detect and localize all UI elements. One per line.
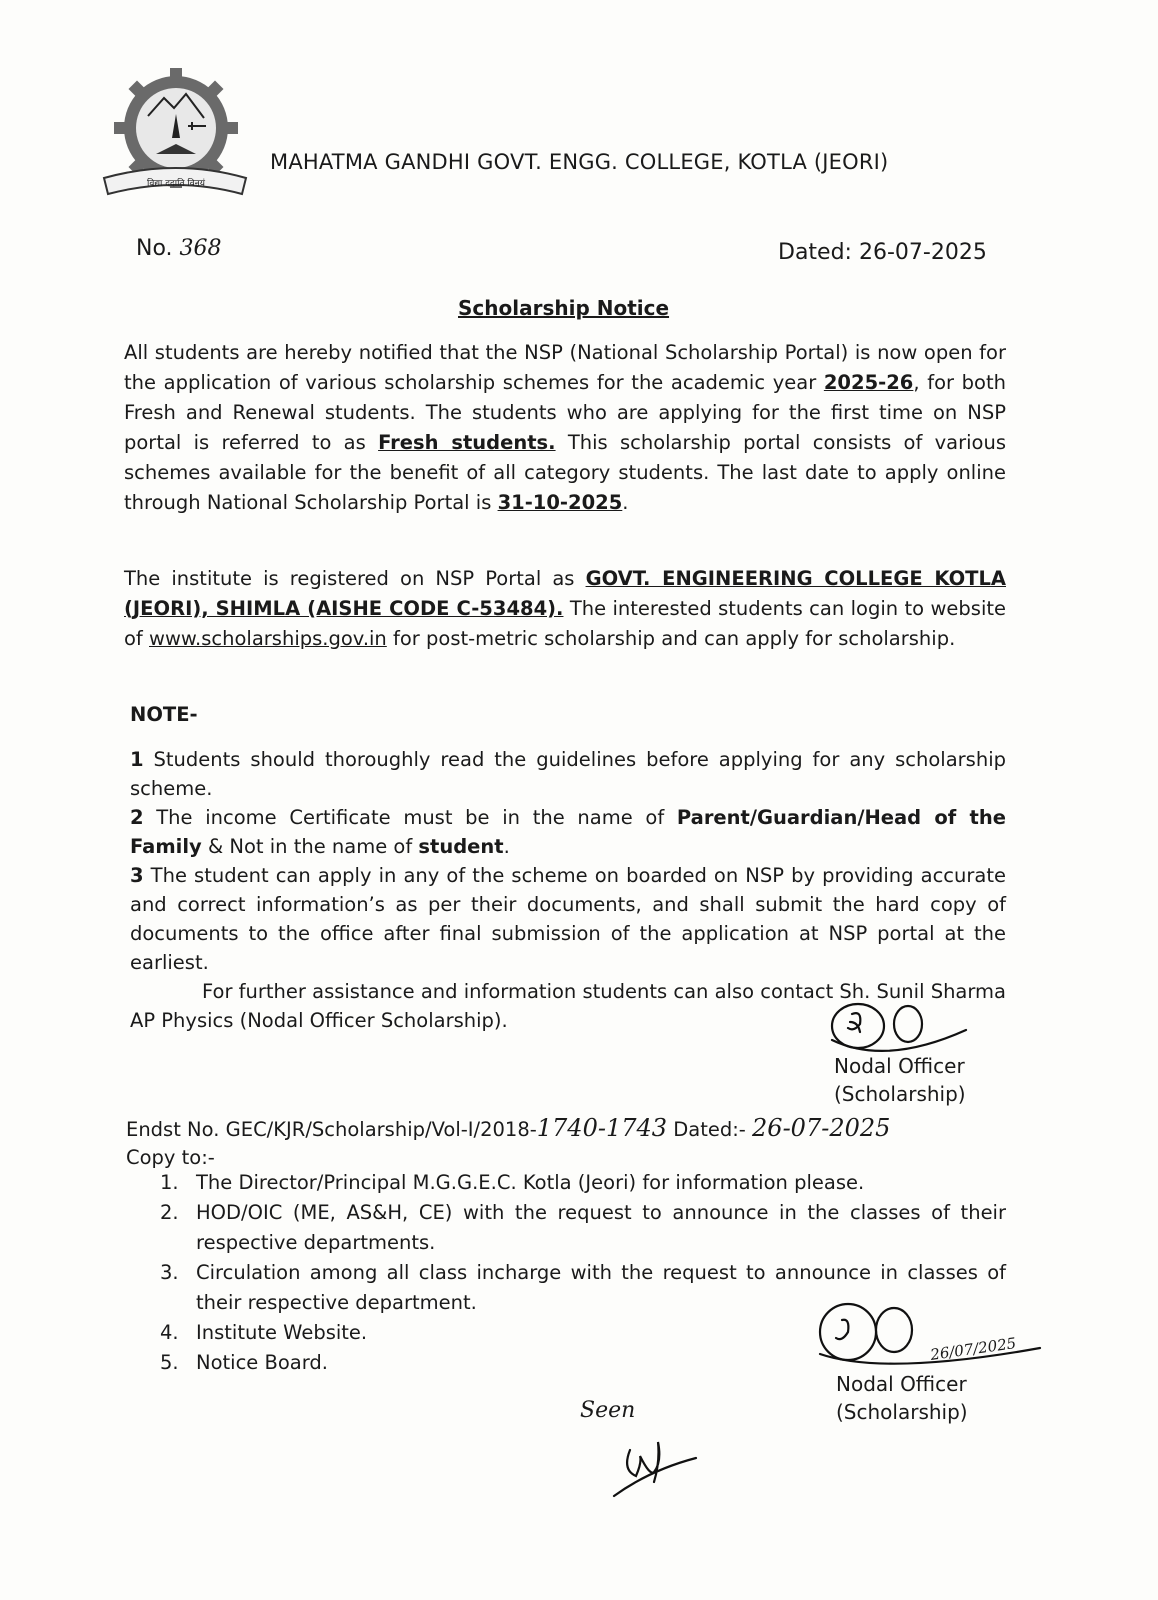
- notice-date-value: 26-07-2025: [858, 240, 987, 265]
- item-number: 2.: [160, 1201, 179, 1224]
- signature-icon: [826, 1000, 976, 1060]
- note-heading: NOTE-: [130, 703, 198, 726]
- paragraph-nsp-open: [124, 338, 1006, 518]
- seen-annotation: Seen: [580, 1398, 636, 1423]
- para1-text: , for both Fresh and Renewal students. The students who are applying for the first time on NSP portal is referred to as: [124, 371, 1006, 454]
- note-text: .: [503, 835, 510, 858]
- para1-text: .: [622, 491, 629, 514]
- signatory-title: Nodal Officer: [836, 1372, 967, 1396]
- svg-text:विद्या ददाति विनयं: विद्या ददाति विनयं: [147, 179, 205, 189]
- endorsement-dated-value: 26-07-2025: [752, 1114, 891, 1142]
- note-text: Students should thoroughly read the guidelines before applying for any scholarship scheme.: [130, 748, 1006, 800]
- fresh-students: Fresh students.: [378, 431, 556, 454]
- signatory-title: Nodal Officer: [834, 1054, 965, 1078]
- scholarship-portal-link[interactable]: www.scholarships.gov.in: [149, 627, 387, 650]
- note-text: & Not in the name of: [201, 835, 419, 858]
- college-emblem-icon: [96, 66, 256, 206]
- notice-title: Scholarship Notice: [458, 296, 670, 320]
- contact-info: For further assistance and information students can also contact Sh. Sunil Sharma AP Physics (Nodal Officer Scholarship).: [130, 980, 1006, 1032]
- note-number: 1: [130, 748, 144, 771]
- note-item: [130, 745, 1006, 803]
- note-number: 3: [130, 864, 144, 887]
- para2-text: The interested students can login to website of: [124, 597, 1006, 650]
- college-name-heading: MAHATMA GANDHI GOVT. ENGG. COLLEGE, KOTLA (JEORI): [270, 150, 889, 174]
- notice-date: [778, 240, 987, 265]
- item-text: Institute Website.: [196, 1321, 368, 1344]
- item-number: 5.: [160, 1351, 179, 1374]
- note-item: [130, 803, 1006, 861]
- academic-year: 2025-26: [823, 371, 914, 394]
- note-emphasis: Parent/Guardian/Head of the Family: [130, 806, 1006, 858]
- institute-registration-name: GOVT. ENGINEERING COLLEGE KOTLA (JEORI), SHIMLA (AISHE CODE C-53484).: [124, 567, 1006, 620]
- last-date: 31-10-2025: [497, 491, 623, 514]
- endorsement-range: 1740-1743: [536, 1114, 668, 1142]
- note-list: [130, 745, 1006, 1035]
- initials-signature-icon: [610, 1440, 700, 1500]
- item-number: 3.: [160, 1261, 179, 1284]
- para1-text: All students are hereby notified that the NSP (National Scholarship Portal) is now open for the application of various scholarship schemes for the academic year: [124, 341, 1006, 394]
- copy-to-item: [160, 1198, 1006, 1258]
- signature-date: 26/07/2025: [929, 1334, 1018, 1364]
- reference-number: [136, 236, 222, 261]
- endorsement-dated-label: Dated:-: [673, 1118, 746, 1141]
- signature-block-1: [834, 1052, 966, 1108]
- reference-number-value: 368: [179, 236, 222, 261]
- para1-text: This scholarship portal consists of various schemes available for the benefit of all category students. The last date to apply online through National Scholarship Portal is: [124, 431, 1006, 514]
- item-text: Circulation among all class incharge with the request to announce in classes of their respective department.: [196, 1261, 1006, 1314]
- copy-to-item: [160, 1168, 1006, 1198]
- note-number: 2: [130, 806, 144, 829]
- note-text: The student can apply in any of the scheme on boarded on NSP by providing accurate and correct information’s as per their documents, and shall submit the hard copy of documents to the office after final submission of the application at NSP portal at the earliest.: [130, 864, 1006, 974]
- para2-text: The institute is registered on NSP Portal as: [124, 567, 586, 590]
- note-item: [130, 861, 1006, 977]
- signature-block-2: [836, 1370, 968, 1426]
- signatory-subtitle: (Scholarship): [836, 1400, 968, 1424]
- item-text: HOD/OIC (ME, AS&H, CE) with the request to announce in the classes of their respective departments.: [196, 1201, 1006, 1254]
- item-text: The Director/Principal M.G.G.E.C. Kotla (Jeori) for information please.: [196, 1171, 865, 1194]
- note-text: The income Certificate must be in the name of: [143, 806, 677, 829]
- endorsement-number: Endst No. GEC/KJR/Scholarship/Vol-I/2018-: [126, 1118, 537, 1141]
- item-number: 4.: [160, 1321, 179, 1344]
- paragraph-registration: [124, 564, 1006, 654]
- reference-number-label: No.: [136, 236, 173, 261]
- para2-text: for post-metric scholarship and can apply for scholarship.: [386, 627, 956, 650]
- signature-icon: [814, 1300, 1054, 1380]
- endorsement-line: [126, 1114, 1086, 1142]
- item-number: 1.: [160, 1171, 179, 1194]
- signatory-subtitle: (Scholarship): [834, 1082, 966, 1106]
- item-text: Notice Board.: [196, 1351, 329, 1374]
- copy-to-label: Copy to:-: [126, 1146, 215, 1169]
- notice-date-label: Dated:: [778, 240, 852, 265]
- note-emphasis: student: [418, 835, 504, 858]
